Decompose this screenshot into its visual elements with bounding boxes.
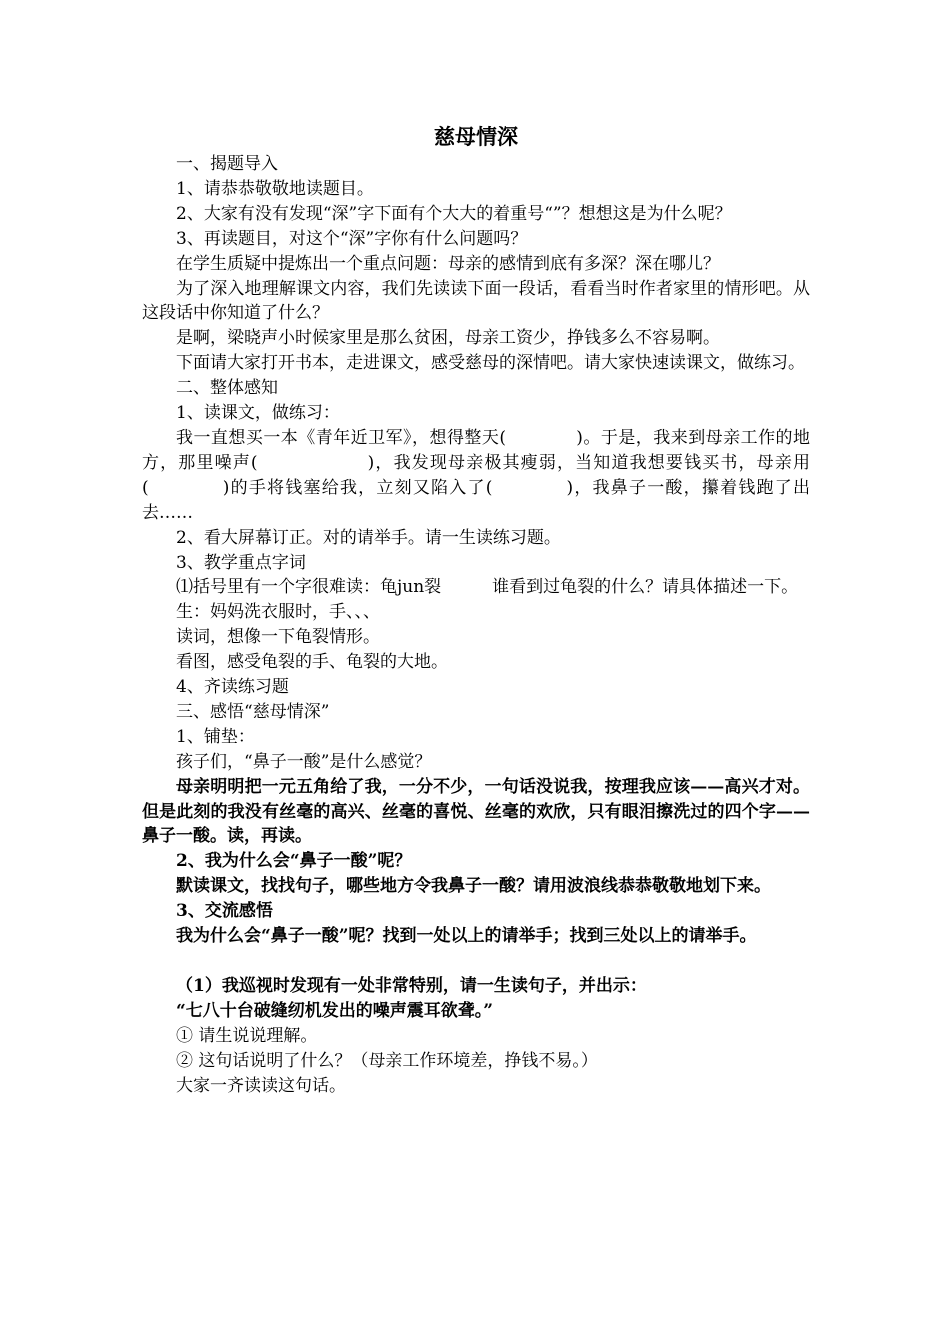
paragraph: 母亲明明把一元五角给了我，一分不少，一句话没说我，按理我应该——高兴才对。但是此刻的我没有丝毫的高兴、丝毫的喜悦、丝毫的欢欣，只有眼泪擦洗过的四个字——鼻子一酸。读，再读。 — [142, 776, 810, 847]
paragraph: 3、交流感悟 — [176, 901, 273, 922]
paragraph: 生：妈妈洗衣服时，手、、、 — [176, 602, 380, 623]
paragraph: 为了深入地理解课文内容，我们先读读下面一段话，看看当时作者家里的情形吧。从这段话中你知道了什么？ — [142, 278, 810, 324]
paragraph: 孩子们，“鼻子一酸”是什么感觉？ — [176, 751, 432, 772]
paragraph: 三、感悟“慈母情深” — [176, 701, 330, 722]
paragraph: 2、大家有没有发现“深”字下面有个大大的着重号“”？想想这是为什么呢？ — [176, 203, 732, 224]
paragraph: ⑴括号里有一个字很难读：龟jun裂 谁看到过龟裂的什么？请具体描述一下。 — [176, 577, 799, 598]
document-page — [142, 122, 810, 1098]
paragraph: 我为什么会“鼻子一酸”呢？找到一处以上的请举手；找到三处以上的请举手。 — [176, 926, 757, 947]
paragraph: 读词，想像一下龟裂情形。 — [176, 627, 380, 648]
document-title: 慈母情深 — [434, 124, 518, 149]
paragraph: 1、请恭恭敬敬地读题目。 — [176, 178, 374, 199]
paragraph: 看图，感受龟裂的手、龟裂的大地。 — [176, 652, 448, 673]
paragraph: 2、看大屏幕订正。对的请举手。请一生读练习题。 — [176, 527, 561, 548]
paragraph: 下面请大家打开书本，走进课文，感受慈母的深情吧。请大家快速读课文，做练习。 — [176, 353, 805, 374]
paragraph: 3、再读题目，对这个“深”字你有什么问题吗？ — [176, 228, 528, 249]
document-body — [142, 152, 810, 1098]
paragraph: （1）我巡视时发现有一处非常特别，请一生读句子，并出示： — [176, 975, 647, 996]
paragraph — [142, 949, 810, 974]
paragraph: 3、教学重点字词 — [176, 552, 306, 573]
paragraph: “七八十台破缝纫机发出的噪声震耳欲聋。” — [176, 1000, 494, 1021]
paragraph: 2、我为什么会“鼻子一酸”呢？ — [176, 851, 412, 872]
paragraph: 我一直想买一本《青年近卫军》，想得整天( )。于是，我来到母亲工作的地方，那里噪声( )，我发现母亲极其瘦弱，当知道我想要钱买书，母亲用( )的手将钱塞给我，立刻又陷入了( )，我鼻子一酸，攥着钱跑了出去…… — [142, 427, 810, 523]
paragraph: 1、读课文，做练习： — [176, 403, 340, 424]
paragraph: ② 这句话说明了什么？（母亲工作环境差，挣钱不易。） — [176, 1050, 598, 1071]
paragraph: 4、齐读练习题 — [176, 677, 289, 698]
paragraph: 一、揭题导入 — [176, 154, 278, 174]
paragraph: 二、整体感知 — [176, 378, 278, 399]
paragraph: ① 请生说说理解。 — [176, 1025, 318, 1046]
paragraph: 在学生质疑中提炼出一个重点问题：母亲的感情到底有多深？深在哪儿？ — [176, 253, 720, 274]
paragraph: 默读课文，找找句子，哪些地方令我鼻子一酸？请用波浪线恭恭敬敬地划下来。 — [176, 876, 771, 897]
paragraph: 是啊，梁晓声小时候家里是那么贫困，母亲工资少，挣钱多么不容易啊。 — [176, 328, 720, 349]
paragraph: 大家一齐读读这句话。 — [176, 1075, 346, 1096]
paragraph: 1、铺垫： — [176, 726, 255, 747]
